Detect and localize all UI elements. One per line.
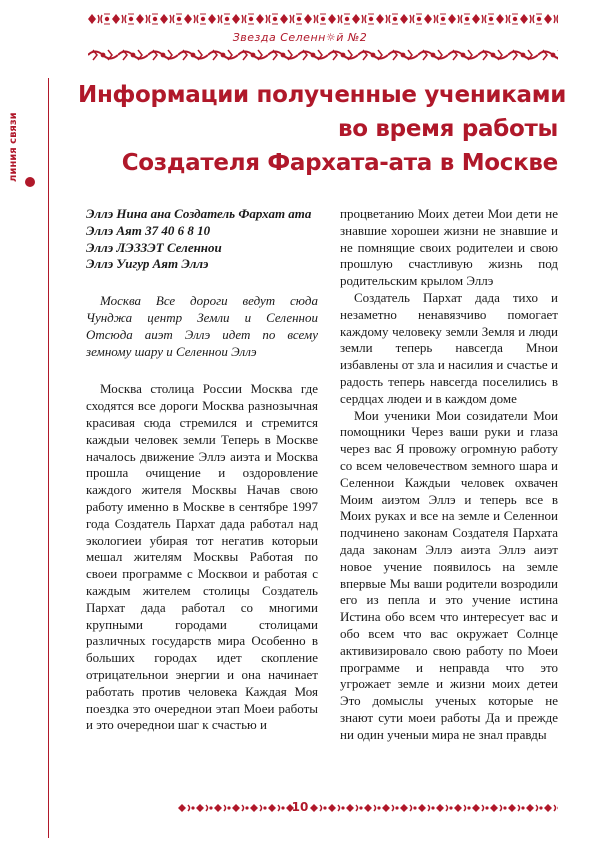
signature-line-2: Эллэ Аят 37 40 6 8 10 xyxy=(86,222,211,238)
footer-ornament-right xyxy=(310,801,558,815)
magazine-header-title: Звезда Селенн☼й №2 xyxy=(232,31,368,44)
page-number: 10 xyxy=(291,800,309,814)
bullet-dot-icon xyxy=(25,177,35,187)
article-headline xyxy=(78,78,567,180)
body-paragraph-left: Москва столица России Москва где сходятся все дороги Москва разнозычная красивая сюда стремился и стремится каждыи человек земли Теперь в Москве началось движение Эллэ аиэта и Москва прошла очищение и оздоровление каждого жителя Москвы Начав свою работу именно в Москве в сентябре 1997 года Создатель Пархат дада работал над экологиеи убирая тот негатив которыи мешал жителям Москвы Работая по своеи программе с Москвои и работая с каждым жителем столицы Создатель Пархат дада работал со многими крупными городами столицами различных государств мира Особенно в больших городах идет скопление отрицательнои энергии и она начинает работать против человека Каждая Моя поездка это очереднои этап Моеи работы и это очереднои шаг к счастью и xyxy=(86,381,318,733)
headline-line-1: Информации полученные учениками xyxy=(78,82,567,108)
top-ornament xyxy=(88,12,558,26)
headline-line-2: во время работы xyxy=(337,116,558,142)
article-column-left xyxy=(86,206,318,734)
body-paragraph-right-1: процветанию Моих детеи Мои дети не знавшие хорошеи жизни не знавшие и не помнящие своих родителеи и свою прошлую счастливую жизнь под родительским крылом Эллэ xyxy=(340,206,558,289)
signature-line-4: Эллэ Уигур Аят Эллэ xyxy=(86,256,209,272)
headline-line-3: Создателя Фархата-ата в Москве xyxy=(121,150,558,176)
section-label-text: линия связи xyxy=(8,112,19,182)
intro-paragraph: Москва Все дороги ведут сюда Чунджа центр Земли и Селеннои Отсюда аиэт Эллэ идет по всему земному шару и Селеннои Эллэ xyxy=(86,293,318,359)
section-side-label xyxy=(8,82,68,232)
signature-block xyxy=(86,206,318,273)
header-ornament xyxy=(88,47,558,63)
body-paragraph-right-3: Мои ученики Мои созидатели Мои помощники Через ваши руки и глаза через вас Я провожу огромную работу со всем человечеством земного шара и Селеннои Каждыи человек охвачен Моим аиэтом Эллэ и теперь все в Моих руках и все на земле и Селеннои подчинено законам Создателя Пархата дада законам Эллэ аиэта Эллэ аиэт новое учение появилось на земле впервые Мы ваши родители возродили его из пепла и это учение истина Истина обо всем что интересует вас и обо всем что вас окружает Солнце активизировало свою работу по Моеи программе и неправда что это угрожает земле и жизни моих детеи Это домыслы ученых которые не знают сути моеи работы Да и прежде ни один ученыи мира не знал правды xyxy=(340,407,558,742)
body-paragraph-right-2: Создатель Пархат дада тихо и незаметно ненавязчиво помогает каждому человеку земли Земля и люди земли теперь навсегда Мнои избавлены от зла и насилия и счастье и радость теперь навсегда поселились в сердцах людеи и в каждом доме xyxy=(340,289,558,406)
side-divider xyxy=(48,78,49,838)
article-column-right xyxy=(340,206,558,744)
signature-line-3: Эллэ ЛЭЗЗЭТ Селеннои xyxy=(86,239,222,255)
signature-line-1: Эллэ Нина ана Создатель Фархат ата xyxy=(86,206,312,221)
